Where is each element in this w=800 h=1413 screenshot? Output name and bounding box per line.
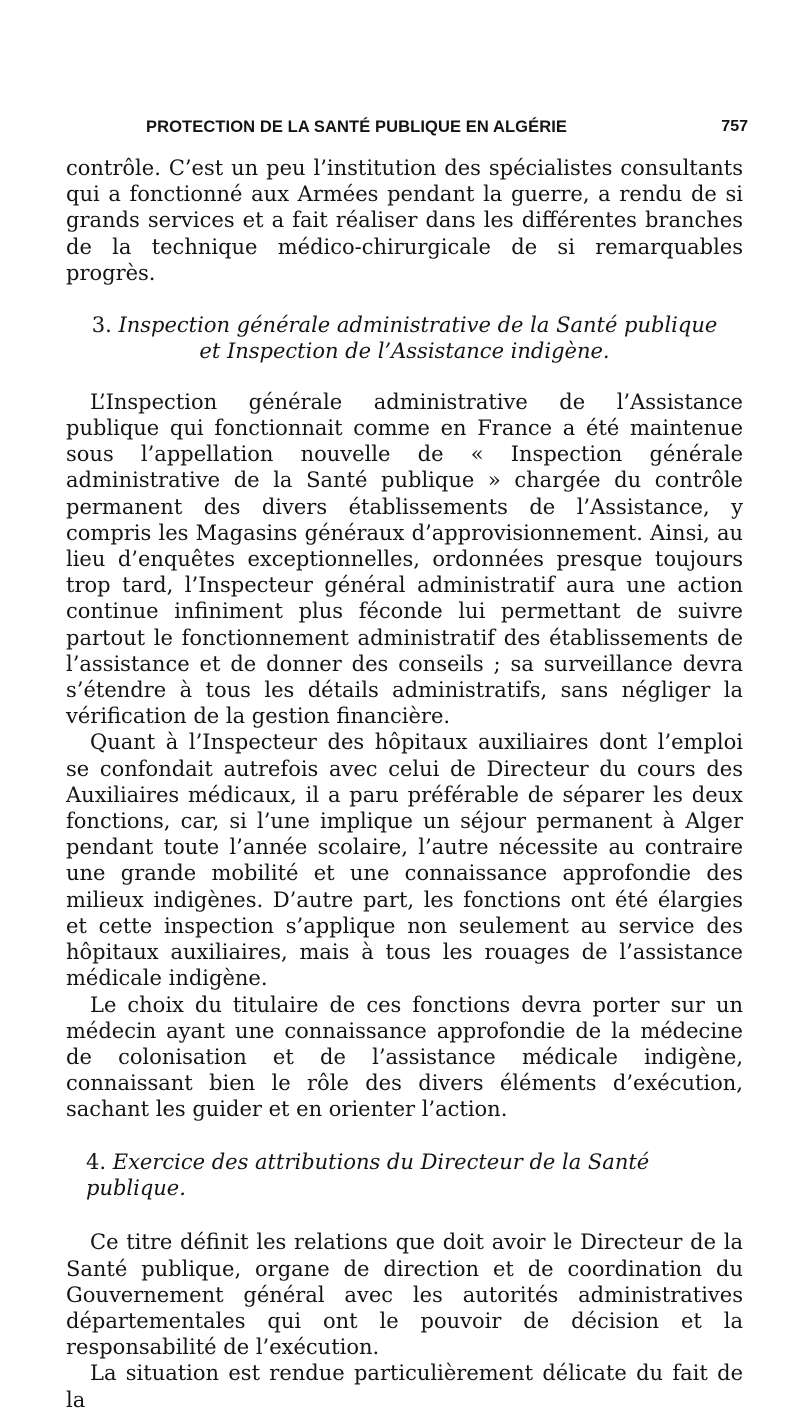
page-header bbox=[66, 118, 750, 142]
section-4-heading bbox=[66, 1149, 743, 1202]
section-3-title-line-1: Inspection générale administrative de la Santé publique bbox=[118, 313, 718, 338]
paragraph-relations-directeur: Ce titre définit les relations que doit avoir le Directeur de la Santé publique, organe de direction et de coordination du Gouvernement général avec les autorités administratives départementales qui ont le pouvoir de décision et la responsabilité de l’exécution. bbox=[66, 1230, 743, 1360]
paragraph-inspection-generale: L’Inspection générale administrative de l’Assistance publique qui fonctionnait comme en France a été maintenue sous l’appellation nouvelle de « Inspection générale administrative de la Santé publique » chargée du contrôle permanent des divers établissements de l’Assistance, y compris les Magasins généraux d’approvisionnement. Ainsi, au lieu d’enquêtes exceptionnelles, ordonnées presque toujours trop tard, l’Inspecteur général administratif aura une action continue infiniment plus féconde lui permettant de suivre partout le fonctionnement administratif des établissements de l’assistance et de donner des conseils ; sa surveillance devra s’étendre à tous les détails administratifs, sans négliger la vérification de la gestion financière. bbox=[66, 389, 743, 729]
paragraph-continued: contrôle. C’est un peu l’institution des spécialistes consultants qui a fonctionné aux Armées pendant la guerre, a rendu de si grands services et a fait réaliser dans les différentes branches de la technique médico-chirurgicale de si remarquables progrès. bbox=[66, 156, 743, 285]
paragraph-inspecteur-hopitaux: Quant à l’Inspecteur des hôpitaux auxiliaires dont l’emploi se confondait autrefois avec celui de Directeur du cours des Auxiliaires médicaux, il a paru préférable de séparer les deux fonctions, car, si l’une implique un séjour permanent à Alger pendant toute l’année scolaire, l’autre nécessite au contraire une grande mobilité et une connaissance approfondie des milieux indigènes. D’autre part, les fonctions ont été élargies et cette inspection s’applique non seulement au service des hôpitaux auxiliaires, mais à tous les rouages de l’assistance médicale indigène. bbox=[66, 730, 743, 991]
section-4-title: Exercice des attributions du Directeur de la Santé publique. bbox=[86, 1149, 650, 1200]
running-head: PROTECTION DE LA SANTÉ PUBLIQUE EN ALGÉRIE bbox=[146, 118, 568, 136]
paragraph-situation-delicate: La situation est rendue particulièrement délicate du fait de la bbox=[66, 1361, 743, 1412]
section-4-number: 4. bbox=[86, 1149, 107, 1174]
section-3-heading bbox=[66, 312, 743, 365]
paragraph-choix-titulaire: Le choix du titulaire de ces fonctions devra porter sur un médecin ayant une connaissance approfondie de la médecine de colonisation et de l’assistance médicale indigène, connaissant bien le rôle des divers éléments d’exécution, sachant les guider et en orienter l’action. bbox=[66, 992, 743, 1122]
body-text bbox=[66, 155, 743, 1413]
page-number: 757 bbox=[721, 118, 748, 135]
section-3-title-line-2: et Inspection de l’Assistance indigène. bbox=[199, 339, 610, 364]
section-3-number: 3. bbox=[91, 313, 112, 338]
